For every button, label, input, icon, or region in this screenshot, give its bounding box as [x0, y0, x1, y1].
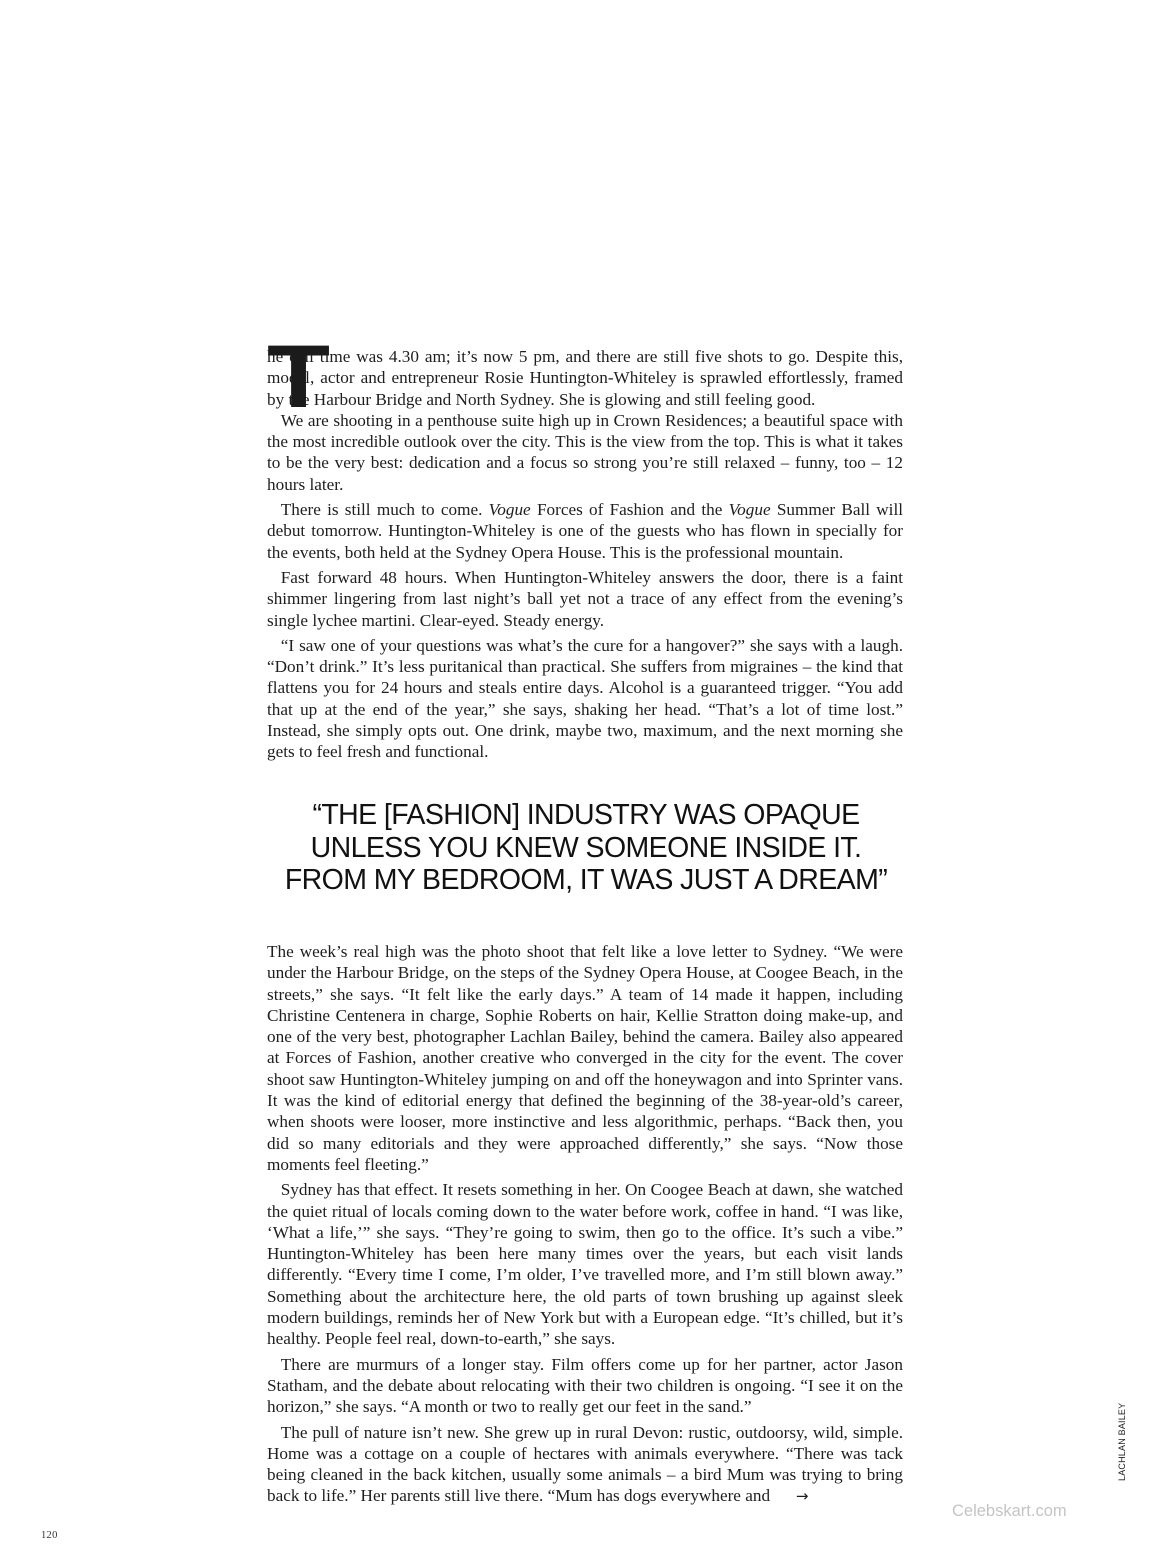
continue-arrow-icon: → [795, 1487, 809, 1506]
watermark: Celebskart.com [952, 1502, 1067, 1520]
drop-cap: T [267, 326, 328, 426]
vogue-italic: Vogue [728, 500, 771, 520]
intro-section [267, 326, 903, 763]
paragraph: There is still much to come. Vogue Forces of Fashion and the Vogue Summer Ball will debut tomorrow. Huntington-Whiteley is one of the guests who has flown in specially for the events, both held at the Sydney Opera House. This is the professional mountain. [267, 500, 903, 562]
vogue-italic: Vogue [488, 500, 531, 520]
paragraph: We are shooting in a penthouse suite high up in Crown Residences; a beautiful space with the most incredible outlook over the city. This is the view from the top. This is what it takes to be the very best: dedication and a focus so strong you’re still relaxed – funny, too – 12 hours later. [267, 410, 903, 494]
lead-text: he call time was 4.30 am; it’s now 5 pm, and there are still five shots to go. Despite this, model, actor and entrepreneur Rosie Huntington-Whiteley is sprawled effortlessly, framed by the Harbour Bridge and North Sydney. She is glowing and still feeling good. [267, 347, 903, 409]
body-section [267, 941, 903, 1508]
page-number: 120 [41, 1530, 58, 1541]
lead-paragraph [267, 326, 903, 426]
paragraph: “I saw one of your questions was what’s the cure for a hangover?” she says with a laugh. “Don’t drink.” It’s less puritanical than practical. She suffers from migraines – the kind that flattens you for 24 hours and steals entire days. Alcohol is a guaranteed trigger. “You add that up at the end of the year,” she says, shaking her head. “That’s a lot of time lost.” Instead, she simply opts out. One drink, maybe two, maximum, and the next morning she gets to feel fresh and functional. [267, 635, 903, 762]
pull-quote-line: UNLESS YOU KNEW SOMEONE INSIDE IT. [310, 831, 862, 864]
pull-quote [220, 799, 952, 897]
paragraph: Sydney has that effect. It resets something in her. On Coogee Beach at dawn, she watched the quiet ritual of locals coming down to the water before work, coffee in hand. “I was like, ‘What a life,’” she says. “They’re going to swim, then go to the office. It’s such a vibe.” Huntington-Whiteley has been here many times over the years, but each visit lands differently. “Every time I come, I’m older, I’ve travelled more, and I’m still blown away.” Something about the architecture here, the old parts of town brushing up against sleek modern buildings, reminds her of New York but with a European edge. “It’s chilled, but it’s healthy. People feel real, down-to-earth,” she says. [267, 1180, 903, 1349]
paragraph: The week’s real high was the photo shoot that felt like a love letter to Sydney. “We were under the Harbour Bridge, on the steps of the Sydney Opera House, at Coogee Beach, in the streets,” she says. “It felt like the early days.” A team of 14 made it happen, including Christine Centenera in charge, Sophie Roberts on hair, Kellie Stratton doing make-up, and one of the very best, photographer Lachlan Bailey, behind the camera. Bailey also appeared at Forces of Fashion, another creative who converged in the city for the event. The cover shoot saw Huntington-Whiteley jumping on and off the honeywagon and into Sprinter vans. It was the kind of editorial energy that defined the beginning of the 38-year-old’s career, when shoots were looser, more instinctive and less algorithmic, perhaps. “Back then, you did so many editorials and they were approached differently,” she says. “Now those moments feel fleeting.” [267, 942, 903, 1174]
photo-credit: LACHLAN BAILEY [1117, 1402, 1127, 1481]
pull-quote-line: FROM MY BEDROOM, IT WAS JUST A DREAM” [284, 864, 888, 896]
paragraph: Fast forward 48 hours. When Huntington-Whiteley answers the door, there is a faint shimmer lingering from last night’s ball yet not a trace of any effect from the evening’s single lychee martini. Clear-eyed. Steady energy. [267, 567, 903, 630]
paragraph: The pull of nature isn’t new. She grew up in rural Devon: rustic, outdoorsy, wild, simple. Home was a cottage on a couple of hectares with animals everywhere. “There was tack being cleaned in the back kitchen, usually some animals – a bird Mum was trying to bring back to life.” Her parents still live there. “Mum has dogs everywhere and → [267, 1422, 903, 1506]
pull-quote-line: “THE [FASHION] INDUSTRY WAS OPAQUE [312, 799, 860, 831]
paragraph: There are murmurs of a longer stay. Film offers come up for her partner, actor Jason Statham, and the debate about relocating with their two children is ongoing. “I see it on the horizon,” she says. “A month or two to really get our feet in the sand.” [267, 1354, 903, 1417]
